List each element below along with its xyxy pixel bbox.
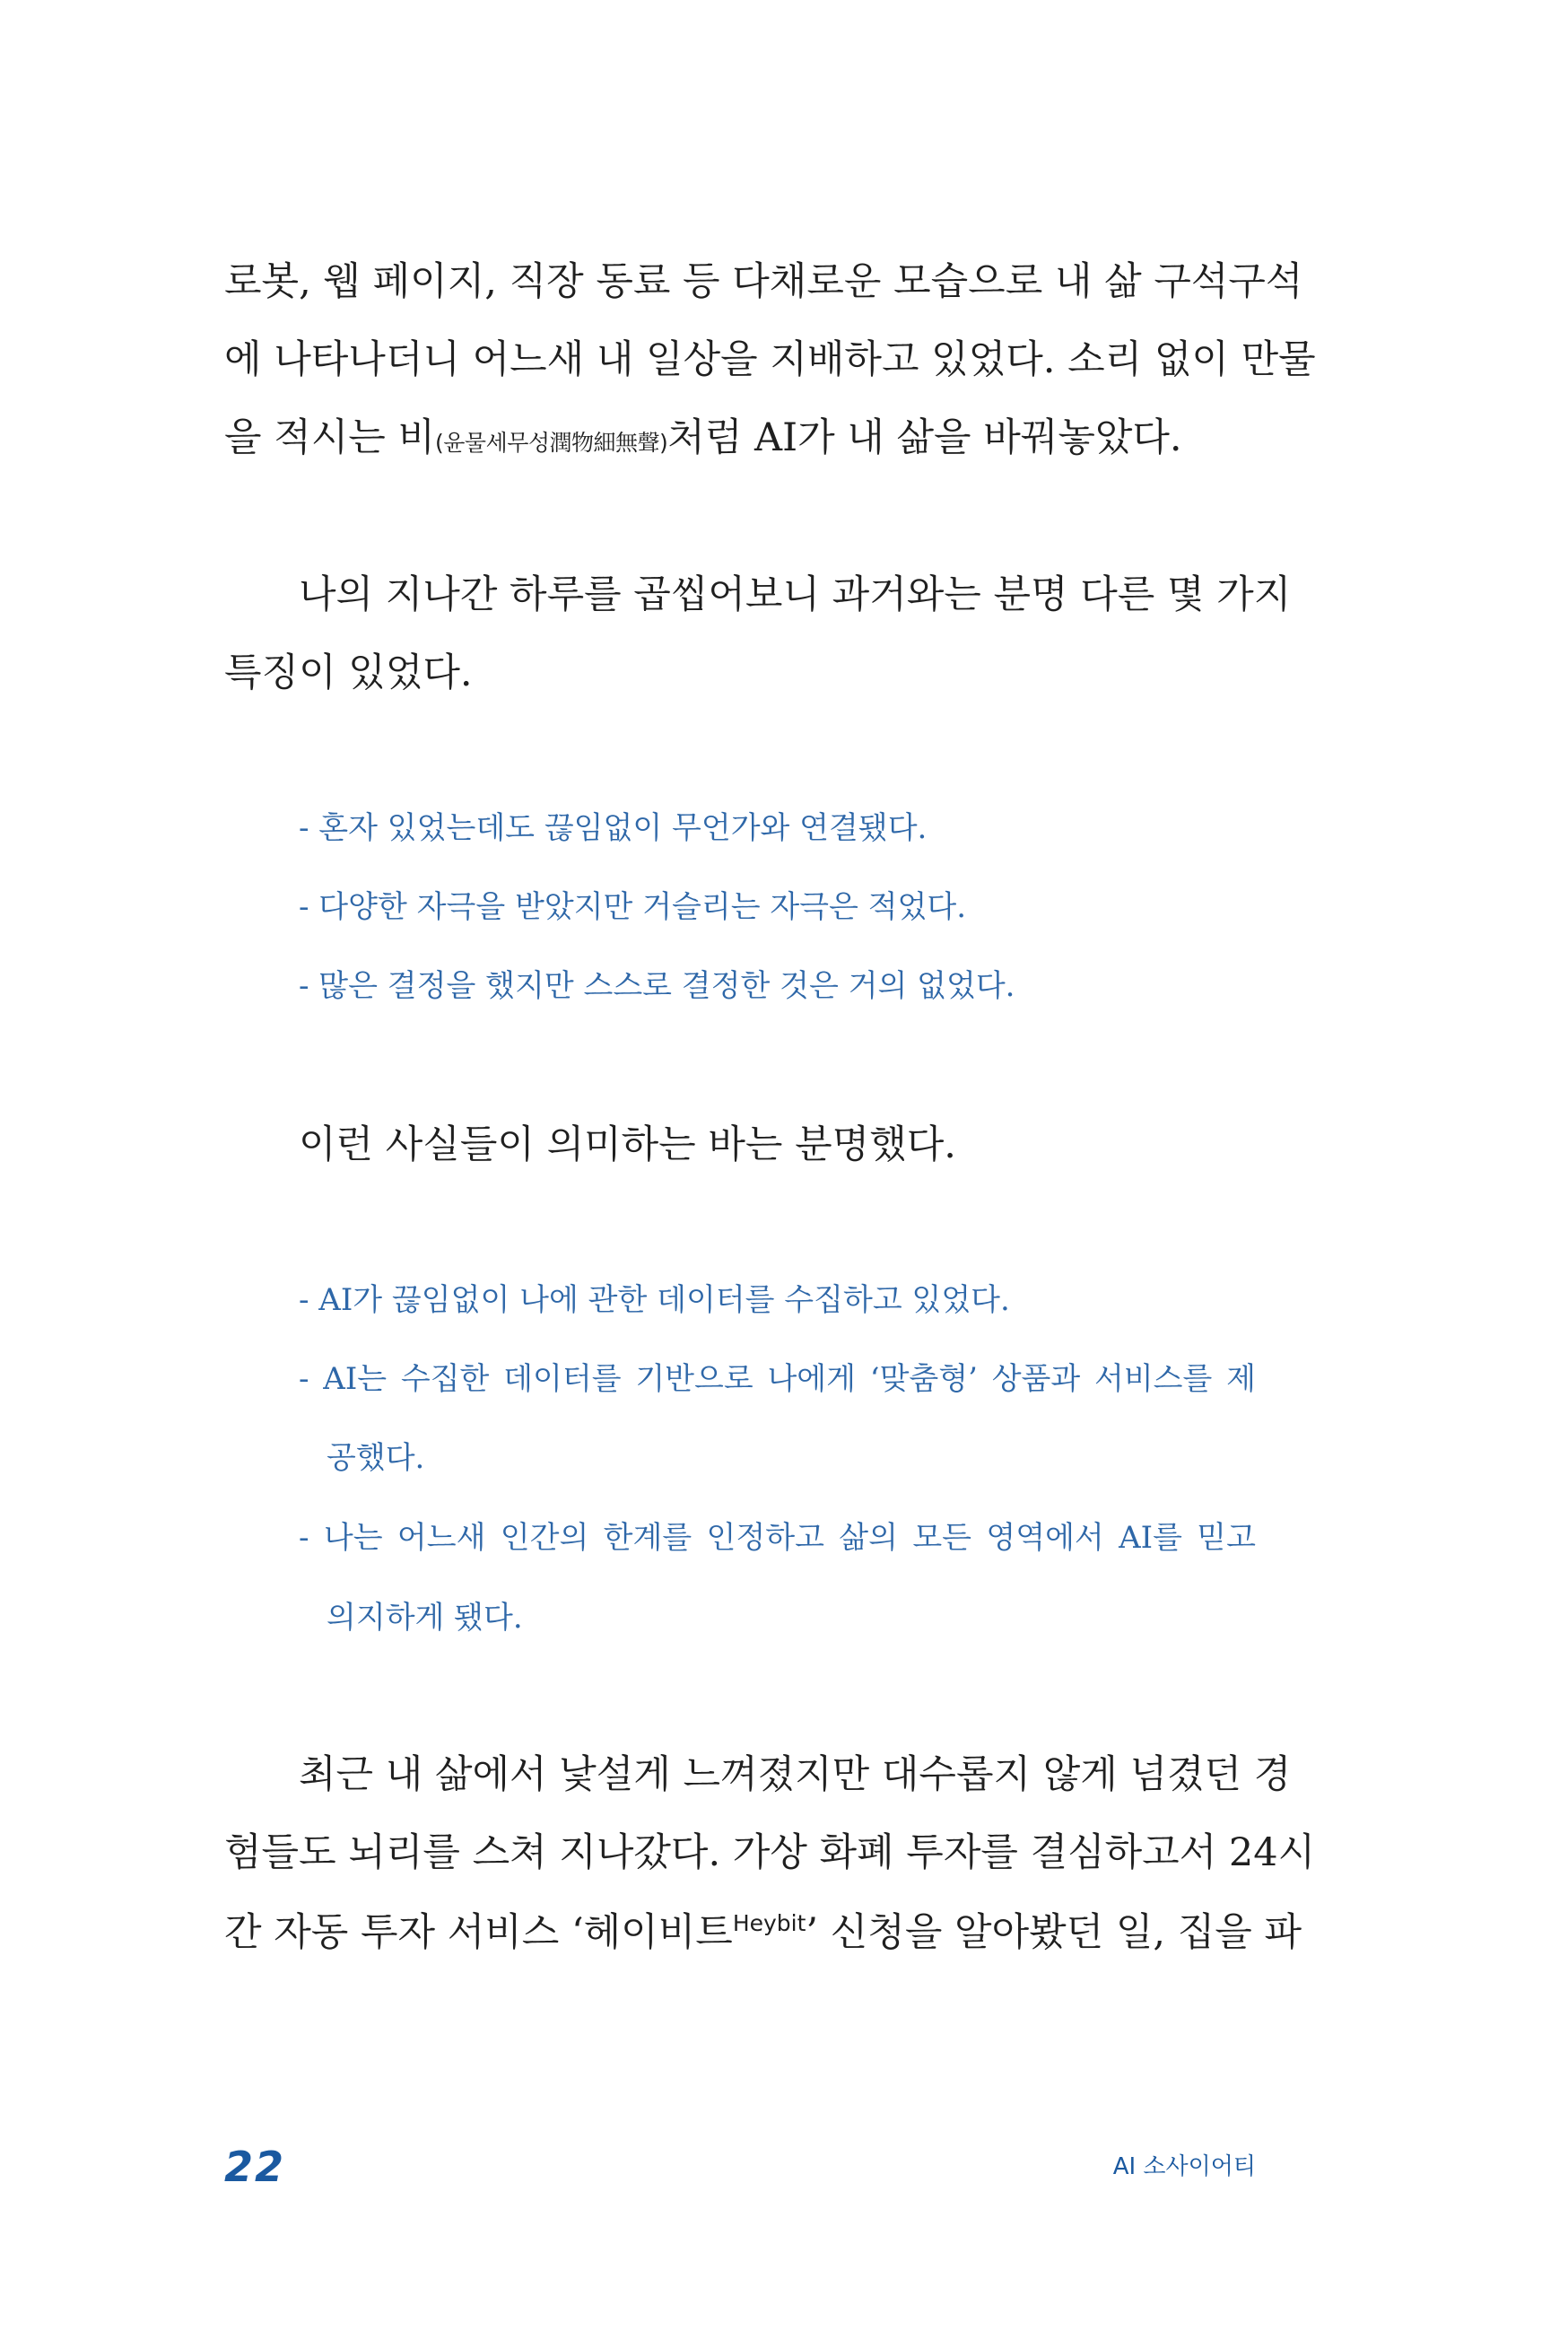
list-2-item-2-line-1: - AI는 수집한 데이터를 기반으로 나에게 ‘맞춤형’ 상품과 서비스를 제 — [299, 1361, 1256, 1397]
paragraph-3-line-1: 이런 사실들이 의미하는 바는 분명했다. — [299, 1122, 956, 1167]
list-1-item-3: - 많은 결정을 했지만 스스로 결정한 것은 거의 없었다. — [299, 968, 1015, 1004]
paragraph-2-line-1: 나의 지나간 하루를 곱씹어보니 과거와는 분명 다른 몇 가지 — [299, 572, 1292, 617]
paragraph-1-line-1: 로봇, 웹 페이지, 직장 동료 등 다채로운 모습으로 내 삶 구석구석 — [224, 259, 1303, 304]
paragraph-1-line-3 — [224, 415, 1256, 460]
paragraph-4-line-3-start: 간 자동 투자 서비스 ‘헤이비트 — [224, 1910, 733, 1955]
list-2-item-3-line-2: 의지하게 됐다. — [327, 1600, 523, 1636]
running-title: AI 소사이어티 — [1112, 2153, 1256, 2180]
page-number: 22 — [224, 2143, 286, 2191]
paragraph-4-line-3 — [224, 1910, 1302, 1955]
paragraph-4-line-1: 최근 내 삶에서 낯설게 느껴졌지만 대수롭지 않게 넘겼던 경 — [299, 1752, 1292, 1797]
list-2-item-1: - AI가 끊임없이 나에 관한 데이터를 수집하고 있었다. — [299, 1282, 1010, 1318]
paragraph-1-line-2: 에 나타나더니 어느새 내 일상을 지배하고 있었다. 소리 없이 만물 — [224, 337, 1316, 382]
list-2-item-2-line-2: 공했다. — [327, 1440, 425, 1476]
hanja-annotation: (윤물세무성潤物細無聲) — [435, 430, 668, 456]
paragraph-2-line-2: 특징이 있었다. — [224, 650, 473, 695]
superscript-heybit: Heybit — [732, 1910, 806, 1936]
paragraph-4-line-2: 험들도 뇌리를 스쳐 지나갔다. 가상 화폐 투자를 결심하고서 24시 — [224, 1830, 1316, 1875]
paragraph-4-line-3-end: ’ 신청을 알아봤던 일, 집을 파 — [806, 1910, 1302, 1955]
list-1-item-1: - 혼자 있었는데도 끊임없이 무언가와 연결됐다. — [299, 810, 928, 846]
paragraph-1-line-3-start: 을 적시는 비 — [224, 415, 436, 460]
list-1-item-2: - 다양한 자극을 받았지만 거슬리는 자극은 적었다. — [299, 889, 967, 925]
paragraph-1-line-3-end: 처럼 AI가 내 삶을 바꿔놓았다. — [667, 415, 1182, 460]
list-2-item-3-line-1: - 나는 어느새 인간의 한계를 인정하고 삶의 모든 영역에서 AI를 믿고 — [299, 1520, 1256, 1556]
